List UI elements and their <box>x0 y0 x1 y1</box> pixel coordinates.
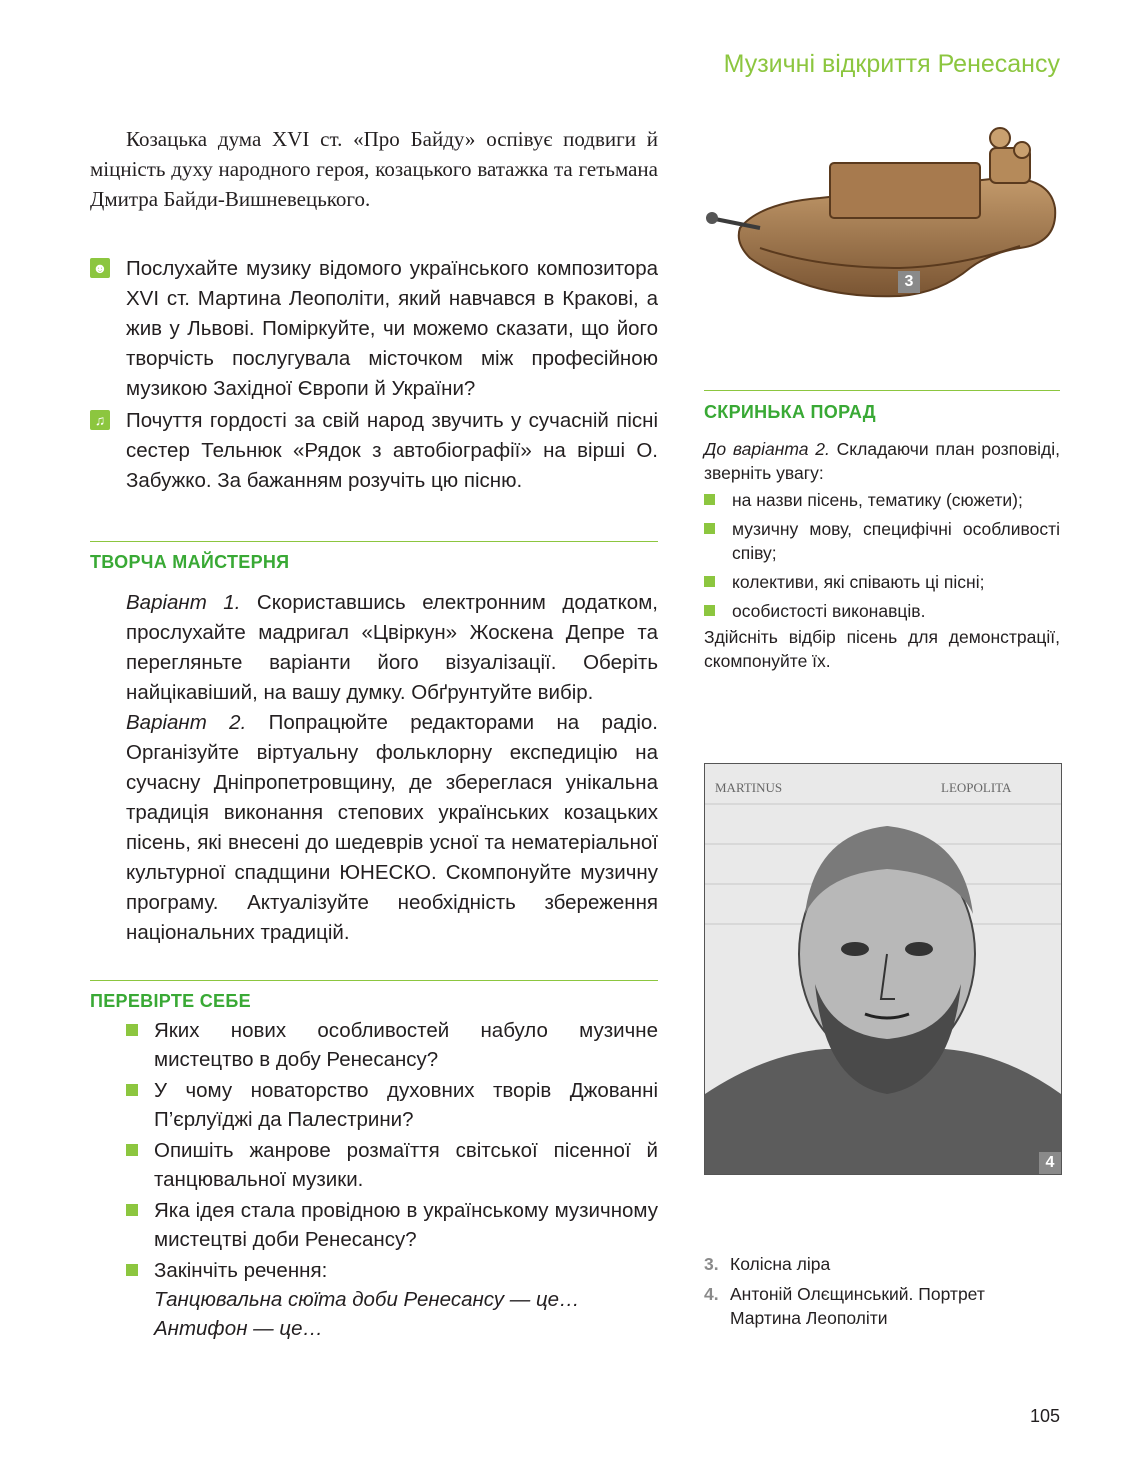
workshop-variants <box>126 588 658 948</box>
tips-list <box>704 488 1060 628</box>
bullet-square-icon <box>704 576 715 587</box>
intro-paragraph: Козацька дума XVI ст. «Про Байду» оспівує подвиги й міцність духу народного героя, козацького ватажка та гетьмана Дмитра Байди-Вишневецького. <box>90 127 658 211</box>
variant-1 <box>126 588 658 708</box>
tips-outro: Здійсніть відбір пісень для демонстрації, скомпонуйте їх. <box>704 627 1060 671</box>
tips-intro: До варіанта 2. Складаючи план розповіді, зверніть увагу: <box>704 439 1060 483</box>
music-note-icon: ♫ <box>90 410 110 430</box>
task-listen-text: Послухайте музику відомого українського композитора XVI ст. Мартина Леополіти, який навчався в Кракові, а жив у Львові. Поміркуйте, чи можемо сказати, що його творчість послугувала місточком між професійною музикою Західної Європи й України? <box>126 257 658 400</box>
variant-2-label: Варіант 2. <box>126 711 247 734</box>
divider <box>90 541 658 542</box>
hurdy-gurdy-drawing <box>700 118 1062 308</box>
list-item: Закінчіть речення: Танцювальна сюїта доби Ренесансу — це… Антифон — це… <box>126 1256 658 1343</box>
task-listen <box>90 254 658 404</box>
bullet-square-icon <box>126 1024 138 1036</box>
bullet-square-icon <box>704 523 715 534</box>
list-item: Яких нових особливостей набуло музичне мистецтво в добу Ренесансу? <box>126 1016 658 1074</box>
workshop-heading: ТВОРЧА МАЙСТЕРНЯ <box>90 552 290 572</box>
caption-item: 4. Антоній Олєщинський. Портрет Мартина Леополіти <box>704 1284 985 1328</box>
bullet-square-icon <box>126 1084 138 1096</box>
bullet-square-icon <box>704 605 715 616</box>
variant-2 <box>126 708 658 948</box>
tips-heading: СКРИНЬКА ПОРАД <box>704 402 876 422</box>
list-item: музичну мову, специфічні особливості співу; <box>704 517 1060 565</box>
hurdy-gurdy-image <box>700 118 1062 308</box>
sentence-completion-2: Антифон — це… <box>154 1317 323 1340</box>
variant-1-label: Варіант 1. <box>126 591 241 614</box>
portrait-image <box>704 763 1062 1175</box>
portrait-inscription-left: MARTINUS <box>715 780 783 795</box>
sentence-completion-1: Танцювальна сюїта доби Ренесансу — це… <box>154 1288 580 1311</box>
bullet-square-icon <box>126 1264 138 1276</box>
task-song-text: Почуття гордості за свій народ звучить у сучасній пісні сестер Тельнюк «Рядок з автобіографії» на вірші О. Забужко. За бажанням розучіть цю пісню. <box>126 409 658 492</box>
list-item: на назви пісень, тематику (сюжети); <box>704 488 1060 512</box>
variant-2-text: Попрацюйте редакторами на радіо. Організуйте віртуальну фольклорну експедицію на сучасну Дніпропетровщину, де збереглася унікальна традиція виконання степових українських козацьких пісень, які внесені до шедеврів усної та нематеріальної культурної спадщини ЮНЕСКО. Скомпонуйте музичну програму. Актуалізуйте необхідність збереження національних традицій. <box>126 711 658 944</box>
check-list <box>126 1016 658 1345</box>
list-item: Яка ідея стала провідною в українському музичному мистецтві доби Ренесансу? <box>126 1196 658 1254</box>
running-header-title: Музичні відкриття Ренесансу <box>723 50 1060 78</box>
list-item: Опишіть жанрове розмаїття світської пісенної й танцювальної музики. <box>126 1136 658 1194</box>
figure-number-badge: 3 <box>898 271 920 293</box>
list-item: У чому новаторство духовних творів Джованні П’єрлуїджі да Палестрини? <box>126 1076 658 1134</box>
portrait-drawing <box>705 764 1061 1174</box>
caption-item: 3. Колісна ліра <box>704 1254 831 1274</box>
portrait-inscription-right: LEOPOLITA <box>941 780 1012 795</box>
list-item: особистості виконавців. <box>704 599 1060 623</box>
bullet-square-icon <box>126 1144 138 1156</box>
check-heading: ПЕРЕВІРТЕ СЕБЕ <box>90 991 251 1011</box>
figure-captions <box>704 1252 1060 1336</box>
bullet-square-icon <box>704 494 715 505</box>
variant-1-text: Скориставшись електронним додатком, прослухайте мадригал «Цвіркун» Жоскена Депре та перегляньте варіанти його візуалізації. Оберіть найцікавіший, на вашу думку. Обґрунтуйте вибір. <box>126 591 658 704</box>
figure-number-badge: 4 <box>1039 1152 1061 1174</box>
task-song <box>90 406 658 496</box>
list-item: колективи, які співають ці пісні; <box>704 570 1060 594</box>
divider <box>704 390 1060 391</box>
page-number: 105 <box>1029 1406 1060 1426</box>
divider <box>90 980 658 981</box>
smiley-icon: ☻ <box>90 258 110 278</box>
bullet-square-icon <box>126 1204 138 1216</box>
